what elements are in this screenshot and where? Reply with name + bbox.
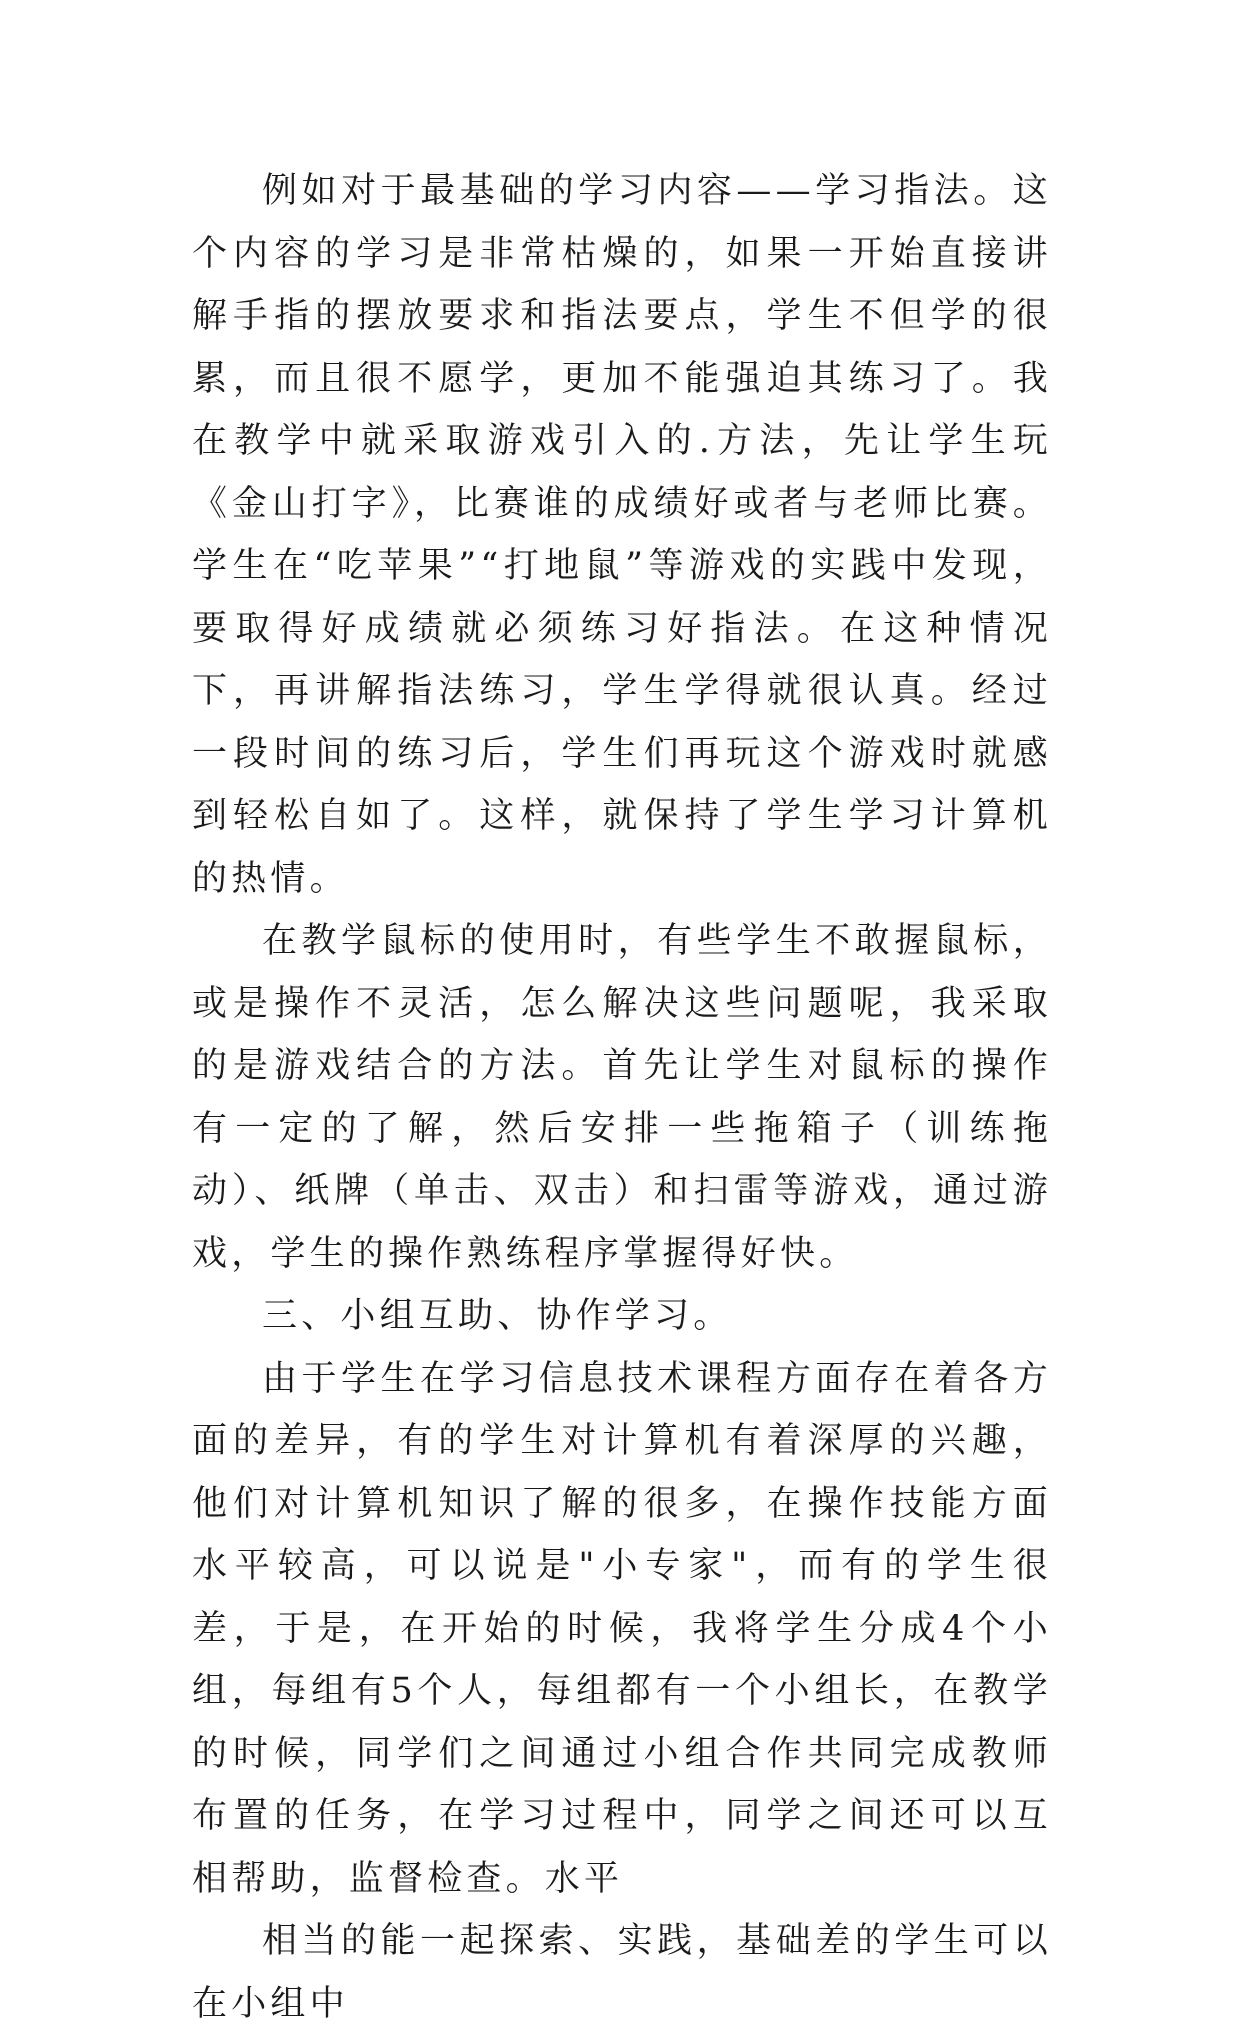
section-heading: 三、小组互助、协作学习。 bbox=[262, 1296, 733, 1336]
paragraph-fingering: 例如对于最基础的学习内容——学习指法。这个内容的学习是非常枯燥的，如果一开始直接讲解手指的摆放要求和指法要点，学生不但学的很累，而且很不愿学，更加不能强迫其练习了。我在教学中就采取游戏引入的.方法，先让学生玩《金山打字》，比赛谁的成绩好或者与老师比赛。学生在“吃苹果”“打地鼠”等游戏的实践中发现，要取得好成绩就必须练习好指法。在这种情况下，再讲解指法练习，学生学得就很认真。经过一段时间的练习后，学生们再玩这个游戏时就感到轻松自如了。这样，就保持了学生学习计算机的热情。 bbox=[192, 171, 1052, 899]
paragraph-group-cooperation: 由于学生在学习信息技术课程方面存在着各方面的差异，有的学生对计算机有着深厚的兴趣，他们对计算机知识了解的很多，在操作技能方面水平较高，可以说是"小专家"，而有的学生很差，于是，在开始的时候，我将学生分成4个小组，每组有5个人，每组都有一个小组长，在教学的时候，同学们之间通过小组合作共同完成教师布置的任务，在学习过程中，同学之间还可以互相帮助，监督检查。水平 bbox=[192, 1358, 1052, 1899]
paragraph-continuation: 相当的能一起探索、实践，基础差的学生可以在小组中 bbox=[192, 1921, 1052, 2024]
paragraph-mouse: 在教学鼠标的使用时，有些学生不敢握鼠标，或是操作不灵活，怎么解决这些问题呢，我采取的是游戏结合的方法。首先让学生对鼠标的操作有一定的了解，然后安排一些拖箱子（训练拖动）、纸牌（单击、双击）和扫雷等游戏，通过游戏，学生的操作熟练程序掌握得好快。 bbox=[192, 921, 1052, 1274]
